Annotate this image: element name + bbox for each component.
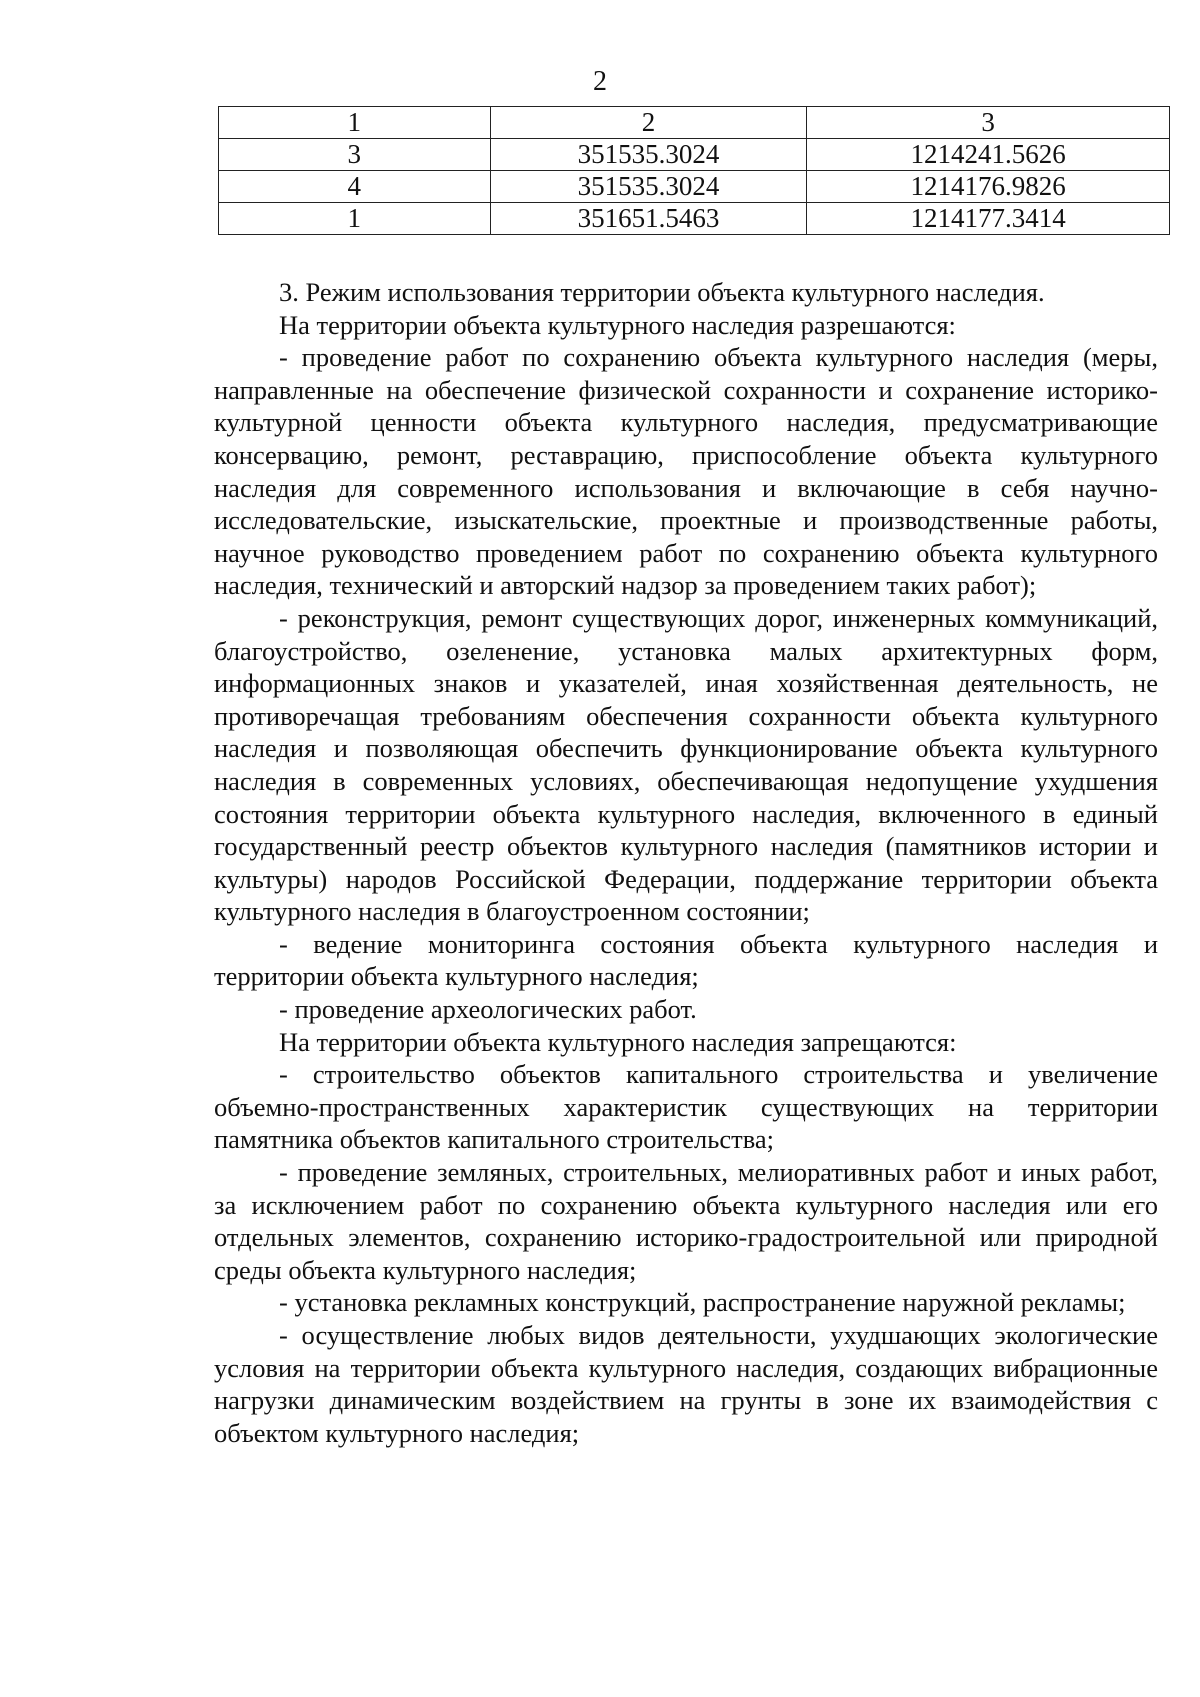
table-cell: 1214241.5626 bbox=[807, 139, 1170, 171]
table-cell: 1214176.9826 bbox=[807, 171, 1170, 203]
table-header-cell: 3 bbox=[807, 107, 1170, 139]
paragraph: - установка рекламных конструкций, распространение наружной рекламы; bbox=[279, 1287, 1126, 1318]
table-row bbox=[219, 171, 1170, 203]
coordinates-table bbox=[218, 106, 1170, 235]
paragraph: На территории объекта культурного наследия разрешаются: bbox=[279, 309, 956, 340]
table-header-cell: 2 bbox=[490, 107, 807, 139]
table-cell: 1214177.3414 bbox=[807, 203, 1170, 235]
table-header-row bbox=[219, 107, 1170, 139]
paragraph: - осуществление любых видов деятельности, ухудшающих экологические условия на территории объекта культурного наследия, создающих вибрационные нагрузки динамическим воздействием на грунты в зоне их взаимодействия с объектом культурного наследия; bbox=[214, 1320, 1158, 1448]
table-cell: 351535.3024 bbox=[490, 171, 807, 203]
document-body bbox=[214, 276, 1158, 1449]
table-cell: 1 bbox=[219, 203, 491, 235]
section-heading: 3. Режим использования территории объекта культурного наследия. bbox=[279, 277, 1045, 307]
page-number: 2 bbox=[593, 66, 607, 97]
table-cell: 3 bbox=[219, 139, 491, 171]
table-row bbox=[219, 203, 1170, 235]
paragraph: - реконструкция, ремонт существующих дорог, инженерных коммуникаций, благоустройство, озеленение, установка малых архитектурных форм, информационных знаков и указателей, иная хозяйственная деятельность, не противоречащая требованиям обеспечения сохранности объекта культурного наследия и позволяющая обеспечить функционирование объекта культурного наследия в современных условиях, обеспечивающая недопущение ухудшения состояния территории объекта культурного наследия, включенного в единый государственный реестр объектов культурного наследия (памятников истории и культуры) народов Российской Федерации, поддержание территории объекта культурного наследия в благоустроенном состоянии; bbox=[214, 602, 1158, 927]
table-header-cell: 1 bbox=[219, 107, 491, 139]
paragraph: На территории объекта культурного наследия запрещаются: bbox=[279, 1026, 957, 1057]
table-row bbox=[219, 139, 1170, 171]
table-cell: 4 bbox=[219, 171, 491, 203]
paragraph: - проведение работ по сохранению объекта культурного наследия (меры, направленные на обеспечение физической сохранности и сохранение историко-культурной ценности объекта культурного наследия, предусматривающие консервацию, ремонт, реставрацию, приспособление объекта культурного наследия для современного использования и включающие в себя научно-исследовательские, изыскательские, проектные и производственные работы, научное руководство проведением работ по сохранению объекта культурного наследия, технический и авторский надзор за проведением таких работ); bbox=[214, 342, 1158, 601]
paragraph: - строительство объектов капитального строительства и увеличение объемно-пространственных характеристик существующих на территории памятника объектов капитального строительства; bbox=[214, 1059, 1158, 1155]
paragraph: - ведение мониторинга состояния объекта культурного наследия и территории объекта культурного наследия; bbox=[214, 928, 1158, 992]
table-cell: 351651.5463 bbox=[490, 203, 807, 235]
paragraph: - проведение земляных, строительных, мелиоративных работ и иных работ, за исключением работ по сохранению объекта культурного наследия или его отдельных элементов, сохранению историко-градостроительной или природной среды объекта культурного наследия; bbox=[214, 1157, 1158, 1285]
paragraph: - проведение археологических работ. bbox=[279, 994, 697, 1025]
table-cell: 351535.3024 bbox=[490, 139, 807, 171]
